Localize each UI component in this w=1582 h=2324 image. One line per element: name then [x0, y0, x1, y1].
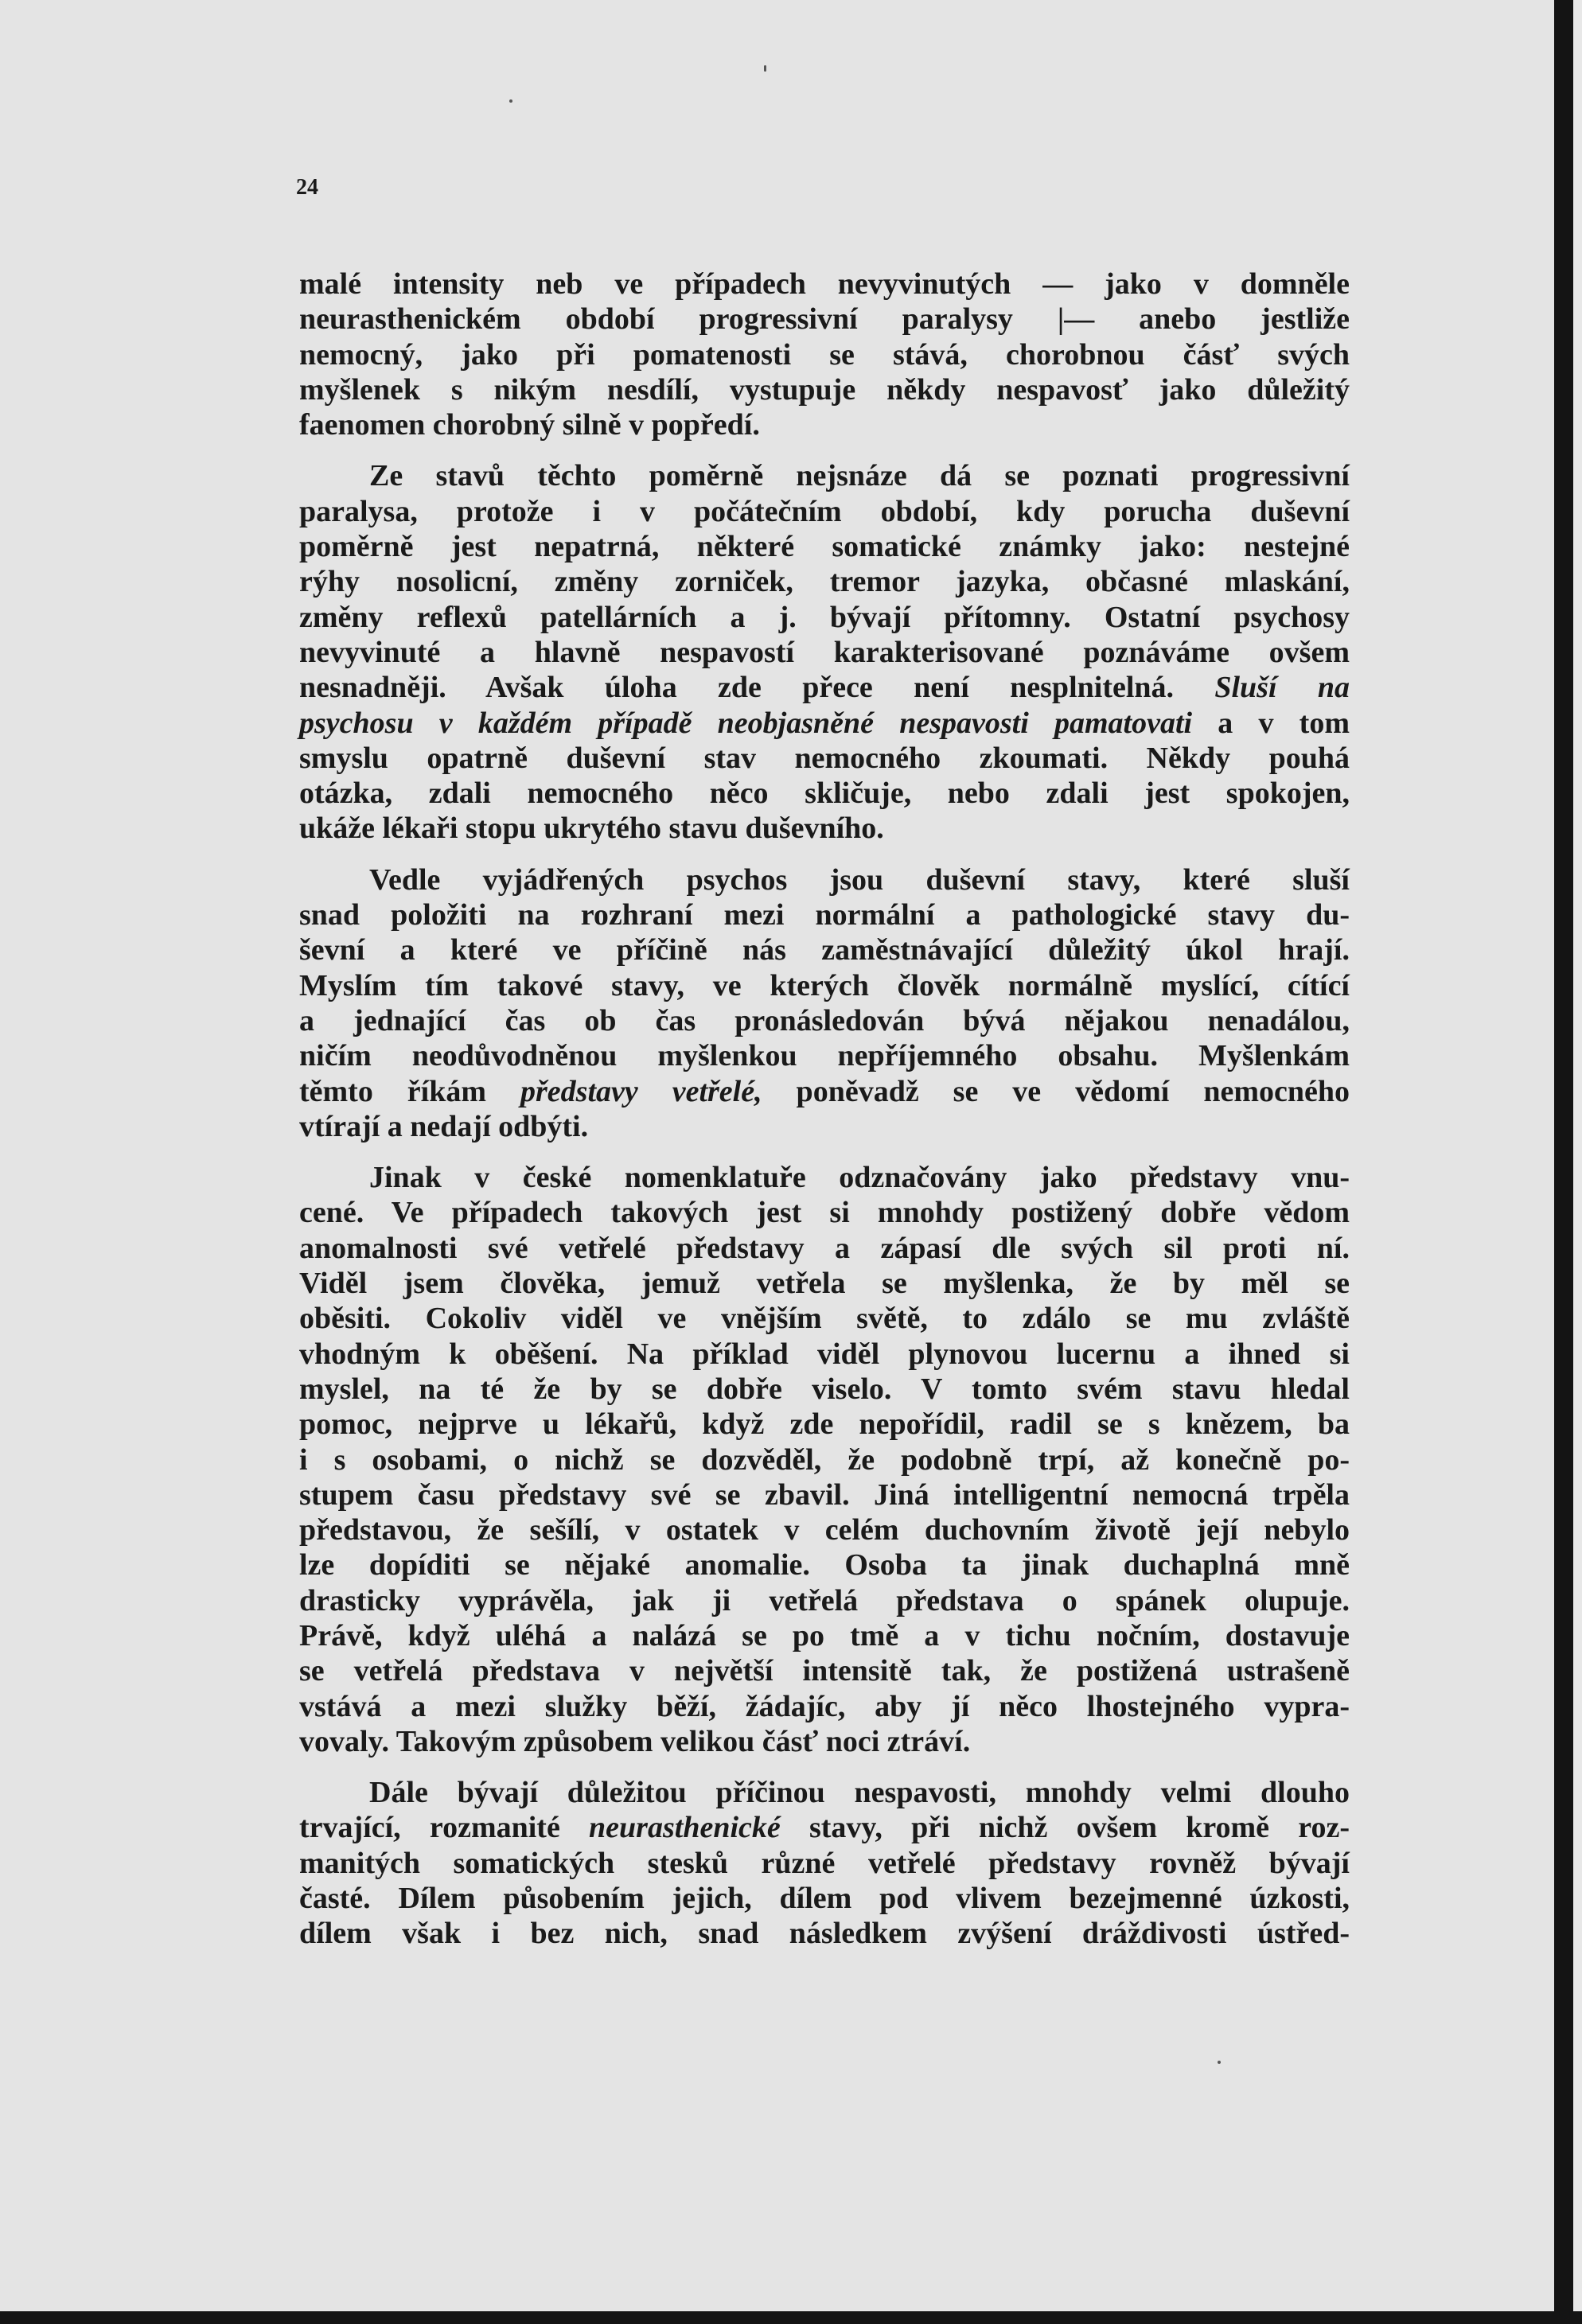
paragraph [299, 458, 1350, 846]
text-line: otázka, zdali nemocného něco skličuje, nebo zdali jest spokojen, [299, 777, 1350, 811]
text-line: a jednající čas ob čas pronásledován bývá nějakou nenadálou, [299, 1003, 1350, 1037]
text-line: anomalnosti své vetřelé představy a zápasí dle svých sil proti ní. [299, 1231, 1350, 1265]
text-line: nevyvinuté a hlavně nespavostí karakterisované poznáváme ovšem [299, 635, 1350, 669]
scan-speck [509, 99, 512, 103]
scan-speck [1218, 2061, 1221, 2064]
text-line: manitých somatických stesků různé vetřelé představy rovněž bývají [299, 1846, 1350, 1880]
text-segment: trvající, rozmanité [299, 1811, 590, 1845]
text-line: malé intensity neb ve případech nevyvinutých — jako v domněle [299, 267, 1350, 301]
text-line: ukáže lékaři stopu ukrytého stavu duševního. [299, 812, 884, 846]
text-line: Dále bývají důležitou příčinou nespavosti, mnohdy velmi dlouho [369, 1776, 1350, 1810]
text-line: myslel, na té že by se dobře viselo. V tomto svém stavu hledal [299, 1372, 1350, 1406]
text-line: myšlenek s nikým nesdílí, vystupuje někdy nespavosť jako důležitý [299, 372, 1350, 407]
text-line: dílem však i bez nich, snad následkem zvýšení dráždivosti ústřed- [299, 1917, 1350, 1951]
text-line: snad položiti na rozhraní mezi normální a pathologické stavy du- [299, 898, 1350, 932]
text-line: drasticky vyprávěla, jak ji vetřelá představa o spánek olupuje. [299, 1583, 1350, 1617]
scan-edge-bottom [0, 2311, 1582, 2324]
text-line: Ze stavů těchto poměrně nejsnáze dá se poznati progressivní [369, 459, 1350, 493]
text-line: časté. Dílem působením jejich, dílem pod vlivem bezejmenné úzkosti, [299, 1882, 1350, 1916]
text-line: vtírají a nedají odbýti. [299, 1109, 589, 1143]
text-line: Myslím tím takové stavy, ve kterých člověk normálně myslící, cítící [299, 968, 1350, 1002]
page-number: 24 [296, 175, 318, 200]
text-line: změny reflexů patellárních a j. bývají přítomny. Ostatní psychosy [299, 600, 1350, 634]
text-line: smyslu opatrně duševní stav nemocného zkoumati. Někdy pouhá [299, 741, 1350, 775]
text-segment: nesnadněji. Avšak úloha zde přece není nesplnitelná. [299, 671, 1215, 705]
text-line: Jinak v české nomenklatuře odznačovány jako představy vnu- [369, 1161, 1350, 1195]
text-line: rýhy nosolicní, změny zorniček, tremor jazyka, občasné mlaskání, [299, 565, 1350, 599]
text-line: pomoc, nejprve u lékařů, když zde nepořídil, radil se s knězem, ba [299, 1407, 1350, 1442]
paragraph [299, 1160, 1350, 1759]
emphasized-text: psychosu v každém případě neobjasněné nespavosti pamatovati [299, 706, 1193, 740]
text-line: i s osobami, o nichž se dozvěděl, že podobně trpí, až konečně po- [299, 1442, 1350, 1477]
text-line: oběsiti. Cokoliv viděl ve vnějším světě, to zdálo se mu zvláště [299, 1302, 1350, 1336]
scan-edge-right [1554, 0, 1573, 2324]
text-line [299, 1810, 1350, 1845]
text-line: vhodným k oběšení. Na příklad viděl plynovou lucernu a ihned si [299, 1337, 1350, 1371]
text-line: cené. Ve případech takových jest si mnohdy postižený dobře vědom [299, 1196, 1350, 1230]
paragraph [299, 1775, 1350, 1951]
text-segment: těmto říkám [299, 1074, 520, 1108]
text-line: se vetřelá představa v největší intensitě tak, že postižená ustrašeně [299, 1654, 1350, 1688]
text-line: Vedle vyjádřených psychos jsou duševní stavy, které sluší [369, 862, 1350, 897]
text-line: nemocný, jako při pomatenosti se stává, chorobnou čásť svých [299, 337, 1350, 372]
text-segment: stavy, při nichž ovšem kromě roz- [780, 1811, 1350, 1845]
scan-margin-right [1573, 0, 1582, 2311]
text-line: Právě, když uléhá a nalázá se po tmě a v tichu nočním, dostavuje [299, 1618, 1350, 1652]
emphasized-text: Sluší na [1214, 671, 1350, 705]
text-line: poměrně jest nepatrná, některé somatické známky jako: nestejné [299, 530, 1350, 564]
text-line [299, 670, 1350, 705]
text-line: lze dopíditi se nějaké anomalie. Osoba ta jinak duchaplná mně [299, 1548, 1350, 1582]
text-line: Viděl jsem člověka, jemuž vetřela se myšlenka, že by měl se [299, 1267, 1350, 1301]
text-segment: a v tom [1192, 706, 1350, 740]
text-line: ničím neodůvodněnou myšlenkou nepříjemného obsahu. Myšlenkám [299, 1039, 1350, 1073]
body-text [299, 267, 1350, 1968]
text-line: stupem času představy své se zbavil. Jiná intelligentní nemocná trpěla [299, 1477, 1350, 1512]
paragraph [299, 267, 1350, 442]
text-line: vovaly. Takovým způsobem velikou čásť noci ztráví. [299, 1724, 971, 1758]
text-line: paralysa, protože i v počátečním období, kdy porucha duševní [299, 494, 1350, 528]
paragraph [299, 862, 1350, 1144]
text-segment: poněvadž se ve vědomí nemocného [762, 1074, 1350, 1108]
emphasized-text: představy vetřelé, [520, 1074, 762, 1108]
text-line: neurasthenickém období progressivní paralysy |— anebo jestliže [299, 302, 1350, 337]
text-line: faenomen chorobný silně v popředí. [299, 408, 760, 442]
text-line: vstává a mezi služky běží, žádajíc, aby jí něco lhostejného vypra- [299, 1689, 1350, 1723]
scan-speck [764, 65, 766, 72]
emphasized-text: neurasthenické [589, 1811, 781, 1845]
text-line: ševní a které ve příčině nás zaměstnávající důležitý úkol hrají. [299, 933, 1350, 967]
text-line [299, 706, 1350, 741]
text-line [299, 1074, 1350, 1109]
text-line: představou, že sešílí, v ostatek v celém duchovním životě její nebylo [299, 1513, 1350, 1547]
